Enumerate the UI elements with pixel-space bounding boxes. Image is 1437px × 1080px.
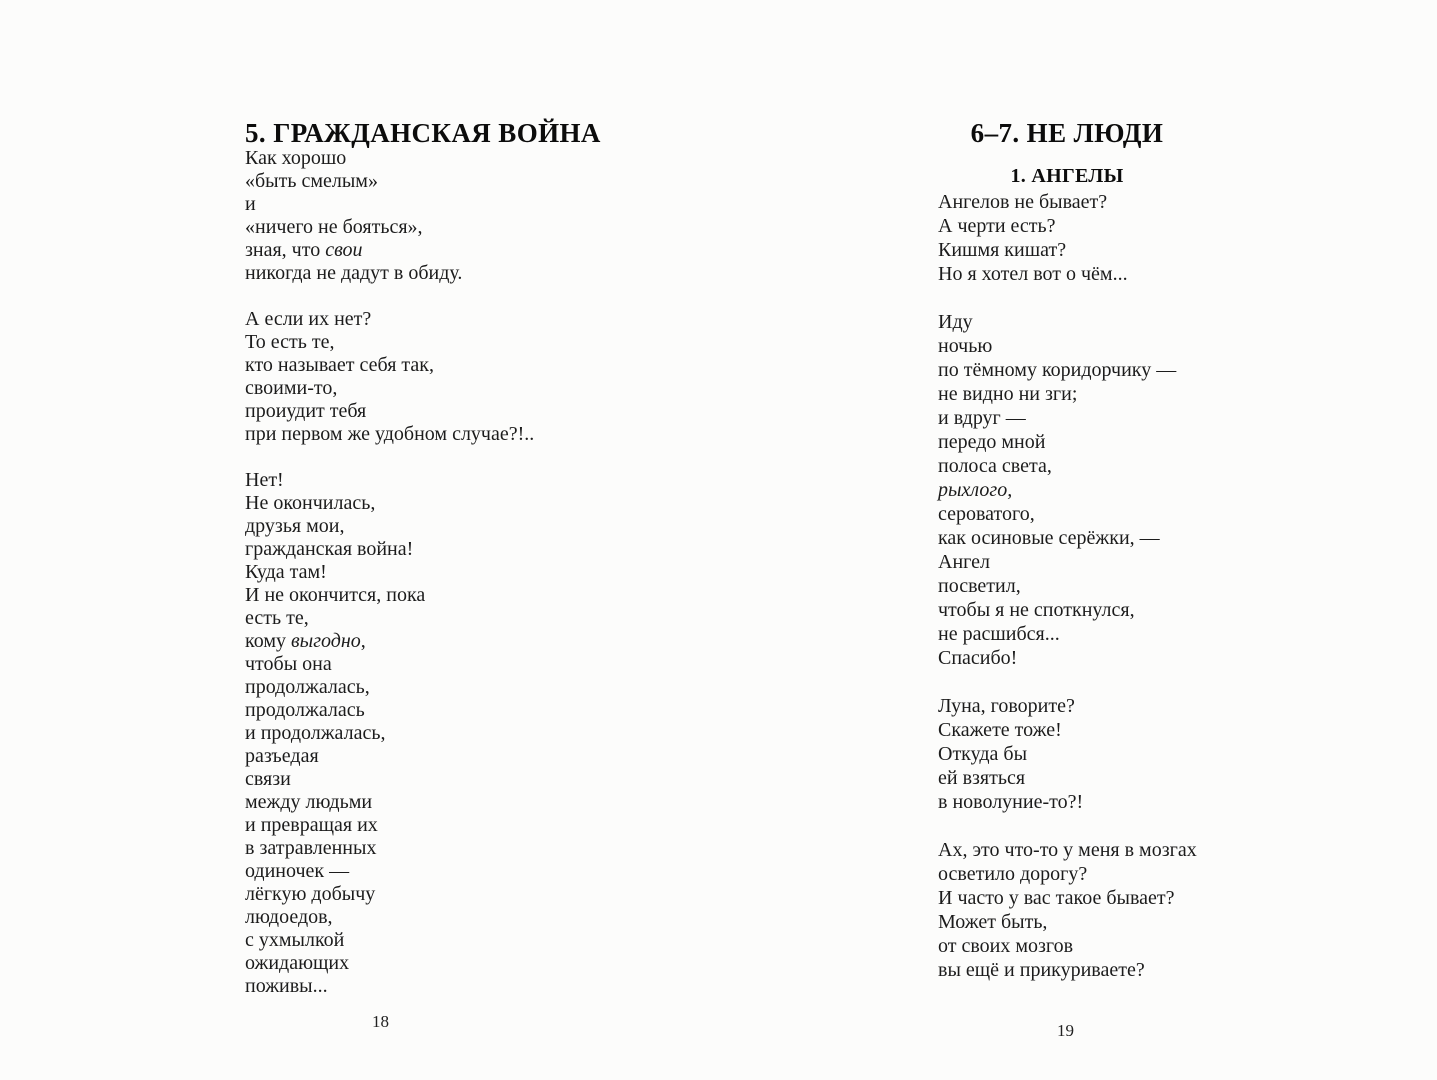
poem-line: посветил, bbox=[938, 575, 1021, 597]
page-number-left: 18 bbox=[372, 1012, 389, 1031]
poem-line: и продолжалась, bbox=[245, 722, 386, 744]
poem-line: Нет! bbox=[245, 469, 284, 491]
poem-line: Иду bbox=[938, 311, 973, 333]
poem-line: при первом же удобном случае?!.. bbox=[245, 423, 535, 445]
poem-line: Откуда бы bbox=[938, 743, 1028, 765]
poem-line: вы ещё и прикуриваете? bbox=[938, 959, 1145, 981]
poem-line: Скажете тоже! bbox=[938, 719, 1062, 741]
poem-line: и вдруг — bbox=[938, 407, 1026, 429]
right-page-subtitle: 1. АНГЕЛЫ bbox=[1010, 164, 1124, 187]
poem-line-segment: , bbox=[360, 630, 366, 652]
poem-line: Может быть, bbox=[938, 911, 1048, 933]
poem-line: людоедов, bbox=[245, 906, 333, 928]
poem-line: как осиновые серёжки, — bbox=[938, 527, 1160, 549]
poem-line: Как хорошо bbox=[245, 147, 347, 169]
poem-line: гражданская война! bbox=[245, 538, 414, 560]
poem-line: и bbox=[245, 193, 256, 215]
poem-line: в новолуние-то?! bbox=[938, 791, 1084, 813]
right-poem bbox=[938, 190, 1197, 982]
poem-line: разъедая bbox=[245, 745, 319, 767]
poem-line: И часто у вас такое бывает? bbox=[938, 887, 1175, 909]
poem-line: ожидающих bbox=[245, 952, 350, 974]
poem-line: осветило дорогу? bbox=[938, 863, 1088, 885]
poem-line: То есть те, bbox=[245, 331, 335, 353]
poem-line: Ах, это что-то у меня в мозгах bbox=[938, 839, 1197, 861]
poem-line: продолжалась bbox=[245, 699, 365, 721]
poem-line: от своих мозгов bbox=[938, 935, 1074, 957]
poem-line: связи bbox=[245, 768, 291, 790]
poem-line: по тёмному коридорчику — bbox=[938, 359, 1177, 381]
poem-line: передо мной bbox=[938, 431, 1046, 453]
poem-line: с ухмылкой bbox=[245, 929, 345, 951]
right-page-title: 6–7. НЕ ЛЮДИ bbox=[970, 118, 1164, 149]
poem-line: есть те, bbox=[245, 607, 309, 629]
poem-line: не расшибся... bbox=[938, 623, 1060, 645]
page-number-right: 19 bbox=[1057, 1021, 1074, 1040]
poem-line: сероватого, bbox=[938, 503, 1035, 525]
poem-line: ей взяться bbox=[938, 767, 1026, 789]
poem-line bbox=[245, 239, 534, 262]
stanza bbox=[938, 310, 1197, 670]
poem-line: одиночек — bbox=[245, 860, 350, 882]
stanza bbox=[245, 469, 534, 998]
poem-line: И не окончится, пока bbox=[245, 584, 426, 606]
poem-line: чтобы я не споткнулся, bbox=[938, 599, 1135, 621]
poem-line: и превращая их bbox=[245, 814, 378, 836]
poem-line: Ангелов не бывает? bbox=[938, 191, 1108, 213]
left-poem bbox=[245, 147, 534, 998]
poem-line: Луна, говорите? bbox=[938, 695, 1075, 717]
poem-line-italic-segment: рыхлого, bbox=[938, 479, 1013, 501]
poem-line: продолжалась, bbox=[245, 676, 370, 698]
stanza bbox=[245, 147, 534, 285]
poem-line: никогда не дадут в обиду. bbox=[245, 262, 463, 284]
poem-line-segment: зная, что bbox=[245, 239, 326, 261]
poem-line-italic-segment: выгодно bbox=[290, 630, 361, 652]
poem-line: А черти есть? bbox=[938, 215, 1056, 237]
poem-line: друзья мои, bbox=[245, 515, 345, 537]
stanza bbox=[938, 838, 1197, 982]
poem-line: «ничего не бояться», bbox=[245, 216, 423, 238]
poem-line: А если их нет? bbox=[245, 308, 372, 330]
poem-line bbox=[245, 630, 534, 653]
poem-line: поживы... bbox=[245, 975, 328, 997]
left-page bbox=[0, 0, 718, 1080]
poem-line: Но я хотел вот о чём... bbox=[938, 263, 1128, 285]
stanza bbox=[938, 190, 1197, 286]
poem-line: не видно ни зги; bbox=[938, 383, 1078, 405]
poem-line-italic-segment: свои bbox=[325, 239, 363, 261]
left-page-title: 5. ГРАЖДАНСКАЯ ВОЙНА bbox=[245, 118, 601, 149]
poem-line: лёгкую добычу bbox=[245, 883, 376, 905]
poem-line bbox=[938, 478, 1197, 502]
poem-line-segment: кому bbox=[245, 630, 291, 652]
stanza bbox=[938, 694, 1197, 814]
poem-line: чтобы она bbox=[245, 653, 332, 675]
poem-line: своими-то, bbox=[245, 377, 338, 399]
poem-line: между людьми bbox=[245, 791, 373, 813]
poem-line: полоса света, bbox=[938, 455, 1052, 477]
poem-line: ночью bbox=[938, 335, 993, 357]
stanza bbox=[245, 308, 534, 446]
poem-line: Кишмя кишат? bbox=[938, 239, 1067, 261]
poem-line: кто называет себя так, bbox=[245, 354, 434, 376]
right-page bbox=[718, 0, 1437, 1080]
poem-line: Спасибо! bbox=[938, 647, 1018, 669]
poem-line: Не окончилась, bbox=[245, 492, 376, 514]
poem-line: Ангел bbox=[938, 551, 990, 573]
poem-line: Куда там! bbox=[245, 561, 327, 583]
poem-line: в затравленных bbox=[245, 837, 377, 859]
poem-line: «быть смелым» bbox=[245, 170, 378, 192]
poem-line: проиудит тебя bbox=[245, 400, 367, 422]
